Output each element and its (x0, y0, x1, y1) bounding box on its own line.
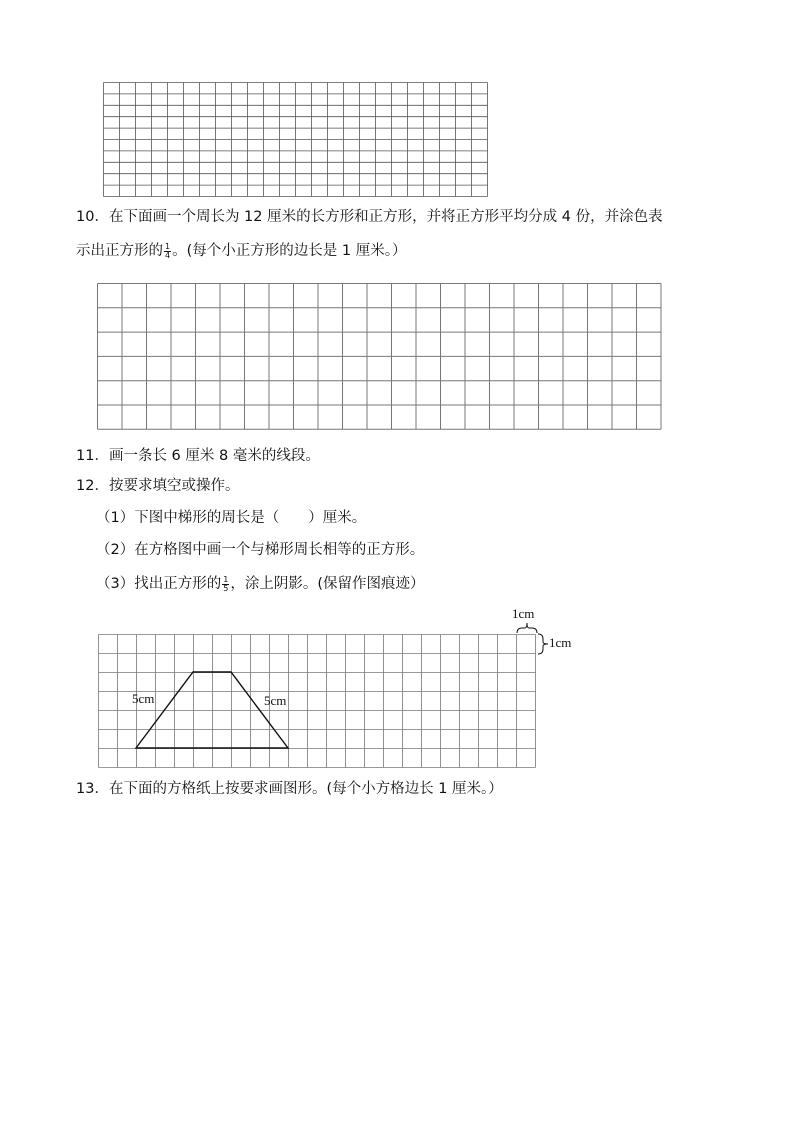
top-grid (103, 82, 491, 198)
q11-text: 画一条长 6 厘米 8 毫米的线段。 (108, 448, 320, 464)
q11-line (76, 446, 320, 466)
q12-sub1: （1）下图中梯形的周长是（ ）厘米。 (96, 510, 367, 526)
q10-fraction-num: 1 (165, 241, 171, 251)
q12-fraction-den: 5 (223, 583, 229, 593)
q12-line (76, 476, 239, 496)
q10-fraction (164, 243, 171, 260)
q12-sub3-pre: （3）找出正方形的 (96, 576, 222, 592)
q12-sub3-post: ，涂上阴影。(保留作图痕迹） (230, 576, 425, 592)
brace-top-icon (516, 622, 538, 634)
q10-text-pre: 示出正方形的 (76, 243, 163, 259)
label-left-side: 5cm (132, 691, 155, 706)
q12-number: 12． (76, 478, 109, 494)
q12-grid (98, 634, 538, 770)
brace-side-icon (537, 633, 549, 655)
q10-line2 (76, 241, 406, 261)
q10-grid (97, 283, 665, 431)
q12-text: 按要求填空或操作。 (108, 478, 240, 494)
q10-line1 (76, 207, 663, 227)
label-1cm-top: 1cm (512, 606, 535, 621)
q12-sub2: （2）在方格图中画一个与梯形周长相等的正方形。 (96, 542, 425, 558)
q12-fraction-num: 1 (223, 574, 229, 584)
q13-line (76, 779, 503, 799)
q12-sub3 (96, 574, 424, 594)
q10-number: 10． (76, 209, 109, 225)
q10-fraction-den: 4 (165, 250, 171, 260)
q12-fraction (222, 576, 229, 593)
label-right-side: 5cm (264, 693, 287, 708)
q10-text-post: 。(每个小正方形的边长是 1 厘米。） (172, 243, 407, 259)
label-1cm-side: 1cm (549, 635, 572, 650)
q13-text: 在下面的方格纸上按要求画图形。(每个小方格边长 1 厘米。） (108, 781, 503, 797)
q11-number: 11． (76, 448, 109, 464)
q10-text: 在下面画一个周长为 12 厘米的长方形和正方形，并将正方形平均分成 4 份，并涂色表 (108, 209, 663, 225)
trapezoid-shape (136, 672, 288, 748)
q13-number: 13． (76, 781, 109, 797)
